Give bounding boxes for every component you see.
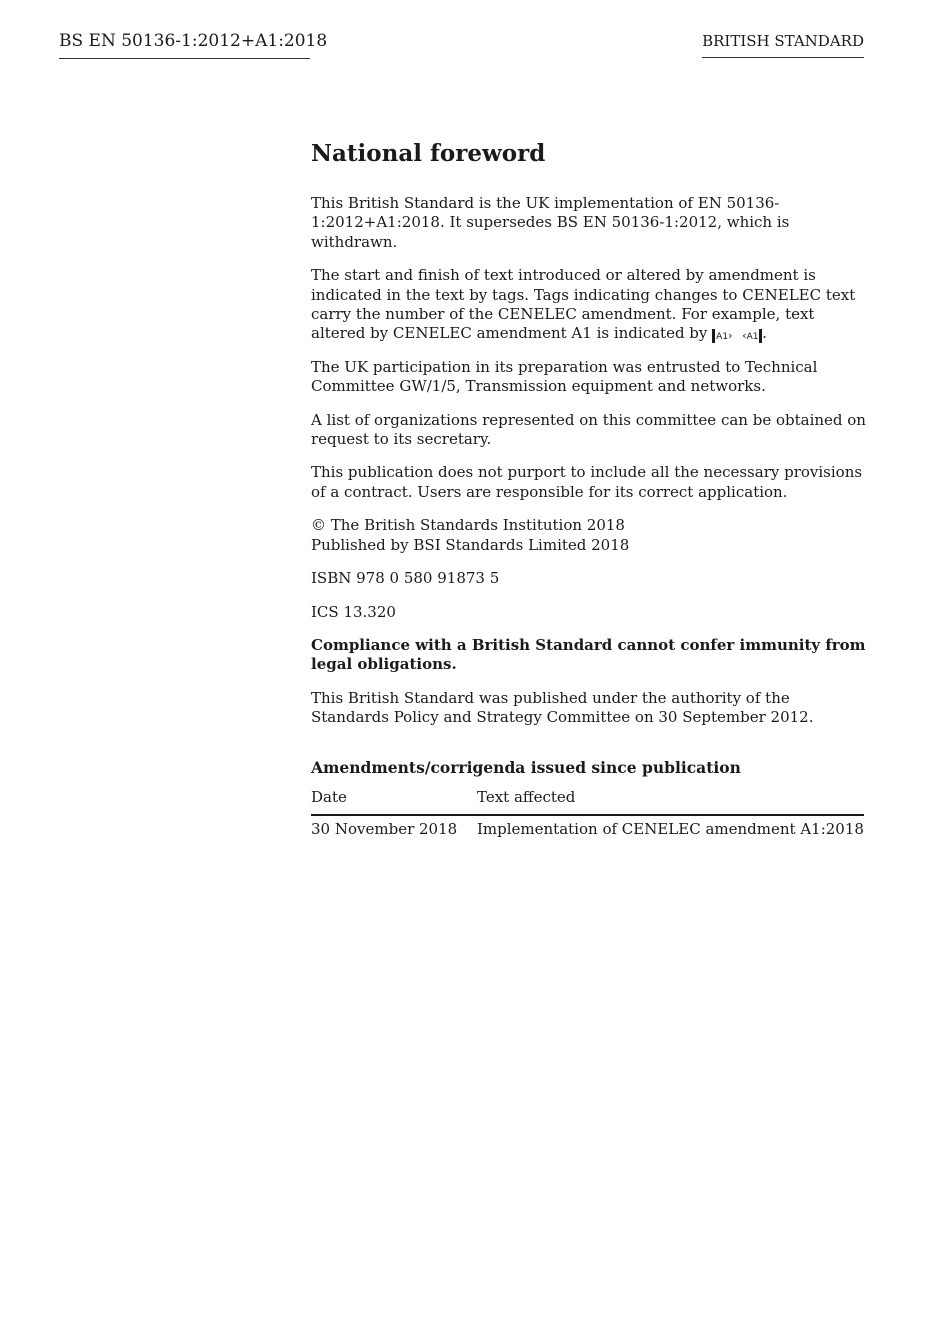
amendments-table	[311, 785, 864, 842]
amendment-open-tag-icon: A1›	[712, 329, 732, 343]
amendment-tags-text: The start and finish of text introduced or altered by amendment is indicated in the text by tags. Tags indicating changes to CENELEC text carry the number of the CENELEC amendment. For example, text altered by CENELEC amendment A1 is indicated by	[311, 266, 856, 343]
amendment-text-cell: Implementation of CENELEC amendment A1:2018	[477, 819, 864, 838]
compliance-statement: Compliance with a British Standard cannot confer immunity from legal obligations.	[311, 635, 866, 674]
amendments-heading: Amendments/corrigenda issued since publication	[311, 757, 741, 777]
header-document-id: BS EN 50136-1:2012+A1:2018	[59, 30, 310, 59]
open-tag-label: A1	[716, 332, 729, 343]
close-tag-label: A1	[746, 332, 759, 343]
implementation-paragraph: This British Standard is the UK implementation of EN 50136-1:2012+A1:2018. It supersedes BS EN 50136-1:2012, which is withdrawn.	[311, 194, 790, 251]
amendment-close-tag-icon: ‹A1	[742, 329, 762, 343]
column-header-date: Date	[311, 787, 347, 806]
copyright-block	[311, 516, 867, 555]
page-title: National foreword	[311, 140, 546, 167]
foreword-content	[311, 139, 867, 842]
isbn: ISBN 978 0 580 91873 5	[311, 569, 500, 588]
copyright-line: © The British Standards Institution 2018	[311, 516, 625, 535]
table-row	[311, 815, 864, 842]
authority-paragraph: This British Standard was published under the authority of the Standards Policy and Strategy Committee on 30 September 2012.	[311, 688, 814, 727]
committee-paragraph: The UK participation in its preparation was entrusted to Technical Committee GW/1/5, Transmission equipment and networks.	[311, 357, 818, 396]
organizations-paragraph: A list of organizations represented on this committee can be obtained on request to its secretary.	[311, 410, 866, 449]
amendments-header-row	[311, 785, 864, 815]
publisher-line: Published by BSI Standards Limited 2018	[311, 535, 630, 554]
column-header-text-affected: Text affected	[477, 787, 576, 806]
amendment-tags-paragraph	[311, 266, 867, 344]
ics-code: ICS 13.320	[311, 602, 396, 621]
amendment-date-cell: 30 November 2018	[311, 819, 458, 838]
provisions-paragraph: This publication does not purport to include all the necessary provisions of a contract. Users are responsible for its correct application.	[311, 463, 863, 501]
amendment-tags-end: .	[762, 324, 767, 343]
header-document-type: BRITISH STANDARD	[702, 31, 864, 58]
